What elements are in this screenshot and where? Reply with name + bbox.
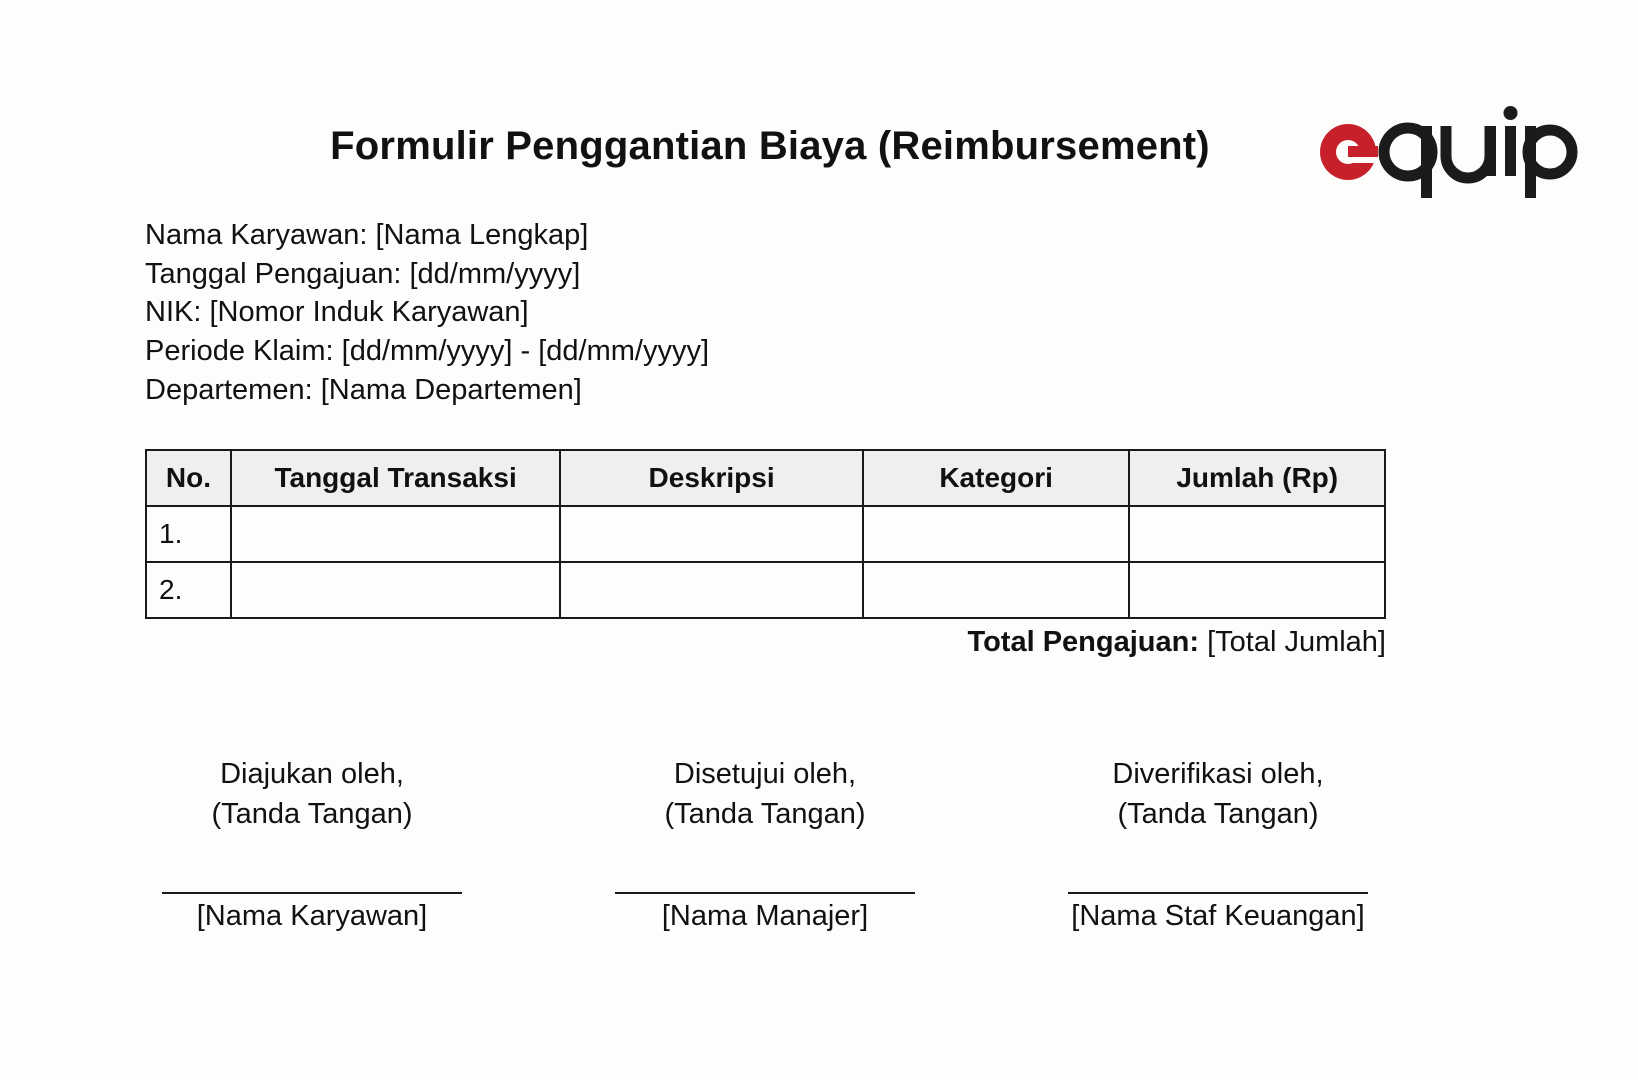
info-claim-period: Periode Klaim: [dd/mm/yyyy] - [dd/mm/yyyy] <box>145 335 710 368</box>
cell-category[interactable] <box>863 562 1130 618</box>
cell-description[interactable] <box>560 562 863 618</box>
info-value[interactable]: [Nama Departemen] <box>320 373 582 406</box>
cell-amount[interactable] <box>1129 562 1385 618</box>
employee-info-section <box>145 216 709 410</box>
signature-role: Diverifikasi oleh, <box>1112 758 1324 790</box>
total-label: Total Pengajuan: <box>967 626 1200 658</box>
cell-no: 2. <box>146 562 231 618</box>
col-header-amount: Jumlah (Rp) <box>1129 450 1385 506</box>
signature-line[interactable] <box>1068 892 1368 894</box>
cell-no: 1. <box>146 506 231 562</box>
total-submission <box>968 626 1386 659</box>
total-value[interactable]: [Total Jumlah] <box>1207 626 1386 658</box>
signature-line[interactable] <box>615 892 915 894</box>
cell-description[interactable] <box>560 506 863 562</box>
signature-name: [Nama Karyawan] <box>196 900 428 932</box>
table-header-row <box>146 450 1385 506</box>
cell-date[interactable] <box>231 562 560 618</box>
equip-logo <box>1318 104 1578 204</box>
signature-role: Diajukan oleh, <box>220 758 404 790</box>
signature-hint: (Tanda Tangan) <box>211 798 413 830</box>
cell-category[interactable] <box>863 506 1130 562</box>
col-header-category: Kategori <box>863 450 1130 506</box>
col-header-no: No. <box>146 450 231 506</box>
signature-name: [Nama Staf Keuangan] <box>1071 900 1365 932</box>
info-value[interactable]: [Nomor Induk Karyawan] <box>209 296 529 329</box>
table-row <box>146 562 1385 618</box>
info-nik: NIK: [Nomor Induk Karyawan] <box>145 296 529 329</box>
col-header-description: Deskripsi <box>560 450 863 506</box>
equip-logo-icon <box>1318 104 1578 204</box>
signature-role: Disetujui oleh, <box>673 758 857 790</box>
info-value[interactable]: [dd/mm/yyyy] <box>409 257 581 290</box>
document-title: Formulir Penggantian Biaya (Reimbursement) <box>330 124 1210 168</box>
info-department: Departemen: [Nama Departemen] <box>145 373 582 406</box>
col-header-date: Tanggal Transaksi <box>231 450 560 506</box>
info-submission-date: Tanggal Pengajuan: [dd/mm/yyyy] <box>145 257 581 290</box>
cell-amount[interactable] <box>1129 506 1385 562</box>
signature-hint: (Tanda Tangan) <box>1117 798 1319 830</box>
cell-date[interactable] <box>231 506 560 562</box>
signature-line[interactable] <box>162 892 462 894</box>
signature-name: [Nama Manajer] <box>661 900 869 932</box>
signature-hint: (Tanda Tangan) <box>664 798 866 830</box>
info-value[interactable]: [Nama Lengkap] <box>375 219 589 251</box>
expense-table <box>145 449 1386 619</box>
table-row <box>146 506 1385 562</box>
info-value[interactable]: [dd/mm/yyyy] - [dd/mm/yyyy] <box>341 335 710 368</box>
info-employee-name: Nama Karyawan: [Nama Lengkap] <box>145 219 589 251</box>
